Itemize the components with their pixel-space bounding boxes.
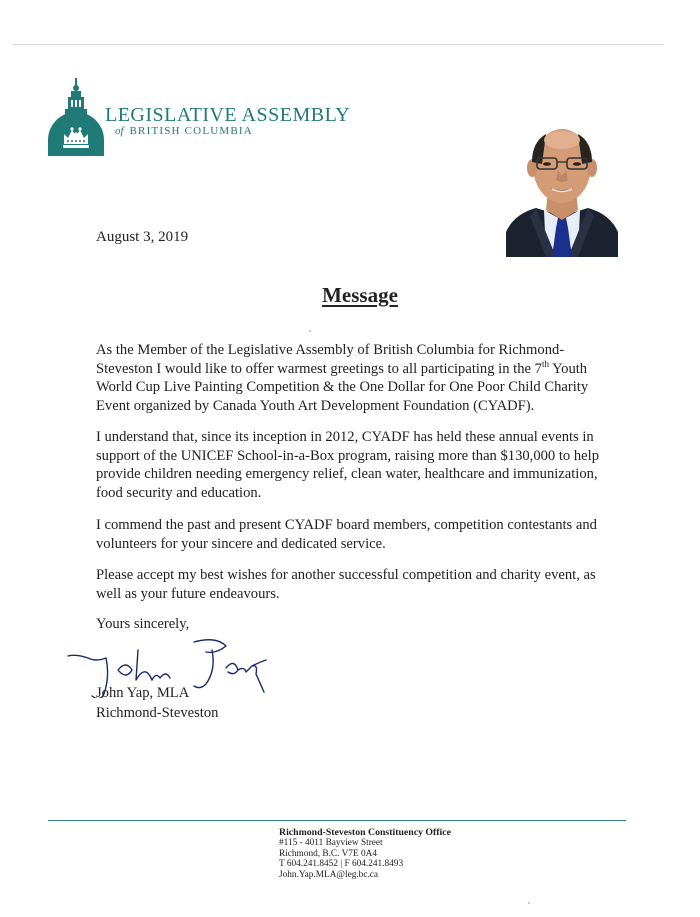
office-address-line1: #115 - 4011 Bayview Street xyxy=(279,838,383,849)
paragraph-greetings-part2: Youth World Cup Live Painting Competition & the One Dollar for One Poor Child Charity Event organized by Canada Youth Art Development Foundation (CYADF). xyxy=(96,360,589,414)
legislature-dome-logo xyxy=(46,78,106,156)
organization-subtitle-of: of xyxy=(115,125,124,137)
office-address-line2: Richmond, B.C. V7E 0A4 xyxy=(279,848,377,859)
office-phone-fax: T 604.241.8452 | F 604.241.8493 xyxy=(279,859,404,870)
office-title: Richmond-Steveston Constituency Office xyxy=(279,827,451,838)
organization-subtitle xyxy=(115,125,253,137)
paragraph-greetings-part1: As the Member of the Legislative Assembly of British Columbia for Richmond-Steveston I would like to offer warmest greetings to all participating in the 7 xyxy=(96,342,565,377)
letter-closing: Yours sincerely, xyxy=(96,616,190,632)
ordinal-superscript: th xyxy=(541,358,549,369)
paragraph-greetings xyxy=(96,341,616,415)
mla-portrait-photo xyxy=(506,104,618,257)
signer-name: John Yap, MLA xyxy=(96,685,190,701)
paragraph-commendation: I commend the past and present CYADF board members, competition contestants and volunteers for your sincere and dedicated service. xyxy=(96,517,597,552)
footer-divider xyxy=(48,820,626,821)
page-edge-line xyxy=(12,44,664,45)
constituency-office-block xyxy=(279,828,451,880)
letter-heading-text: Message xyxy=(322,283,398,307)
scan-speck xyxy=(309,330,311,332)
paragraph-history: I understand that, since its inception in 2012, CYADF has held these annual events in support of the UNICEF School-in-a-Box program, raising more than $130,000 to help provide children needing emergency relief, clean water, healthcare and immunization, food security and education. xyxy=(96,429,599,501)
organization-subtitle-province: BRITISH COLUMBIA xyxy=(129,125,253,137)
office-email: John.Yap.MLA@leg.bc.ca xyxy=(279,869,379,880)
scan-speck xyxy=(528,902,530,904)
letter-heading xyxy=(0,283,700,308)
signer-riding: Richmond-Steveston xyxy=(96,705,219,721)
organization-name: LEGISLATIVE ASSEMBLY xyxy=(105,104,351,126)
paragraph-best-wishes: Please accept my best wishes for another successful competition and charity event, as well as your future endeavours. xyxy=(96,567,596,602)
letter-date: August 3, 2019 xyxy=(96,229,189,245)
